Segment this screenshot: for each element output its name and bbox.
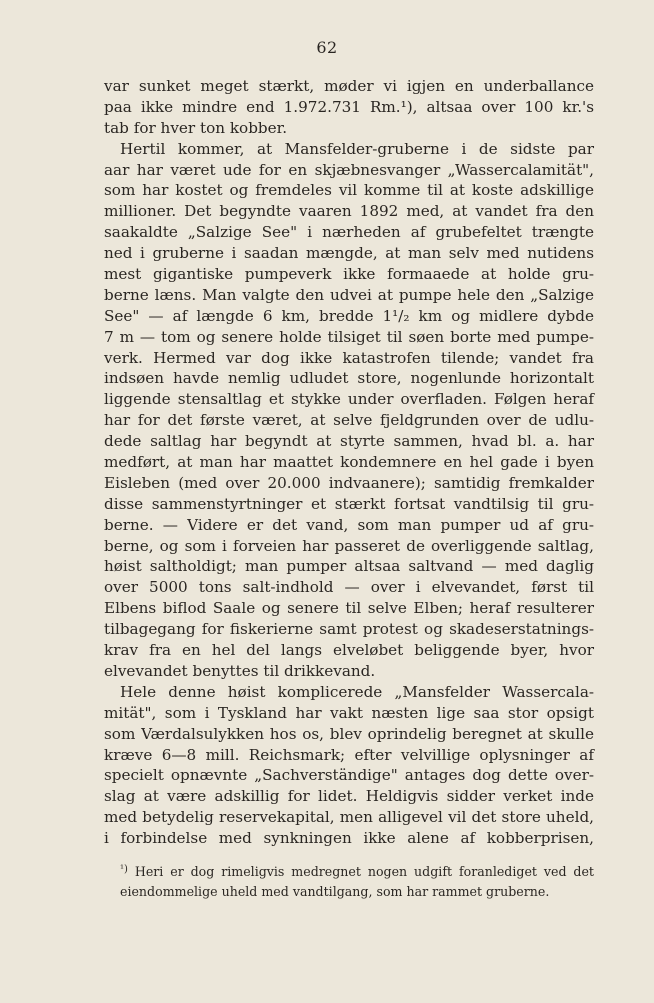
text-line: Hele denne høist komplicerede „Mansfelder Wassercala-	[120, 682, 594, 701]
footnote-text-1: Heri er dog rimeligvis medregnet nogen udgift foranlediget ved det	[134, 864, 594, 879]
text-line: berne. — Videre er det vand, som man pumper ud af gru-	[104, 515, 594, 534]
text-line: indsøen havde nemlig udludet store, nogenlunde horizontalt	[104, 369, 594, 388]
text-line: 7 m — tom og senere holde tilsiget til søen borte med pumpe-	[104, 327, 594, 346]
text-line: var sunket meget stærkt, møder vi igjen en underballance	[104, 77, 594, 95]
text-line: See" — af længde 6 km, bredde 1¹/₂ km og midlere dybde	[104, 306, 594, 325]
footnote-marker: ¹)	[120, 864, 128, 875]
text-line: med betydelig reservekapital, men alligevel vil det store uheld,	[104, 808, 594, 827]
text-line: over 5000 tons salt-indhold — over i elvevandet, først til	[104, 578, 594, 597]
text-line: i forbindelse med synkningen ikke alene af kobberprisen,	[104, 829, 594, 848]
text-line: millioner. Det begyndte vaaren 1892 med, at vandet fra den	[104, 202, 594, 221]
text-line: dede saltlag har begyndt at styrte sammen, hvad bl. a. har	[104, 432, 594, 451]
text-line: tab for hver ton kobber.	[104, 118, 288, 137]
text-line: Eisleben (med over 20.000 indvaanere); samtidig fremkalder	[104, 473, 594, 492]
text-line: specielt opnævnte „Sachverständige" antages dog dette over-	[104, 766, 594, 785]
text-line: elvevandet benyttes til drikkevand.	[104, 661, 376, 680]
footnote	[104, 862, 594, 902]
footnote-line	[104, 862, 594, 882]
text-line: som Værdalsulykken hos os, blev oprindelig beregnet at skulle	[104, 724, 594, 743]
text-line: berne læns. Man valgte den udvei at pumpe hele den „Salzige	[104, 285, 594, 304]
text-line: høist saltholdigt; man pumper altsaa saltvand — med daglig	[104, 557, 594, 576]
text-line: saakaldte „Salzige See" i nærheden af grubefeltet trængte	[104, 223, 594, 242]
text-line: Elbens biflod Saale og senere til selve Elben; heraf resulterer	[104, 599, 594, 618]
body-text	[104, 76, 594, 849]
text-line: tilbagegang for fiskerierne samt protest og skadeserstatnings-	[104, 620, 594, 639]
text-line: mest gigantiske pumpeverk ikke formaaede at holde gru-	[104, 265, 594, 284]
text-line: har for det første været, at selve fjeldgrunden over de udlu-	[104, 411, 594, 430]
text-line: aar har været ude for en skjæbnesvanger „Wassercalamität",	[104, 160, 594, 179]
page-number: 62	[316, 38, 338, 57]
text-line: krav fra en hel del langs elveløbet beliggende byer, hvor	[104, 641, 594, 660]
text-line: berne, og som i forveien har passeret de overliggende saltlag,	[104, 536, 594, 555]
text-line: medført, at man har maattet kondemnere en hel gade i byen	[104, 453, 594, 472]
text-line: paa ikke mindre end 1.972.731 Rm.¹), altsaa over 100 kr.'s	[104, 97, 594, 116]
text-line: Hertil kommer, at Mansfelder-gruberne i de sidste par	[120, 139, 594, 158]
footnote-line: eiendommelige uheld med vandtilgang, som har rammet gruberne.	[120, 884, 550, 899]
text-line: ned i gruberne i saadan mængde, at man selv med nutidens	[104, 244, 594, 263]
text-line: disse sammenstyrtninger et stærkt fortsat vandtilsig til gru-	[104, 494, 594, 513]
text-line: liggende stensaltlag et stykke under overfladen. Følgen heraf	[104, 390, 594, 409]
text-line: som har kostet og fremdeles vil komme til at koste adskillige	[104, 181, 594, 200]
text-line: mität", som i Tyskland har vakt næsten lige saa stor opsigt	[104, 703, 594, 722]
text-line: slag at være adskillig for lidet. Heldigvis sidder verket inde	[104, 787, 594, 806]
text-line: kræve 6—8 mill. Reichsmark; efter velvillige oplysninger af	[104, 745, 594, 764]
text-line: verk. Hermed var dog ikke katastrofen tilende; vandet fra	[104, 348, 594, 367]
